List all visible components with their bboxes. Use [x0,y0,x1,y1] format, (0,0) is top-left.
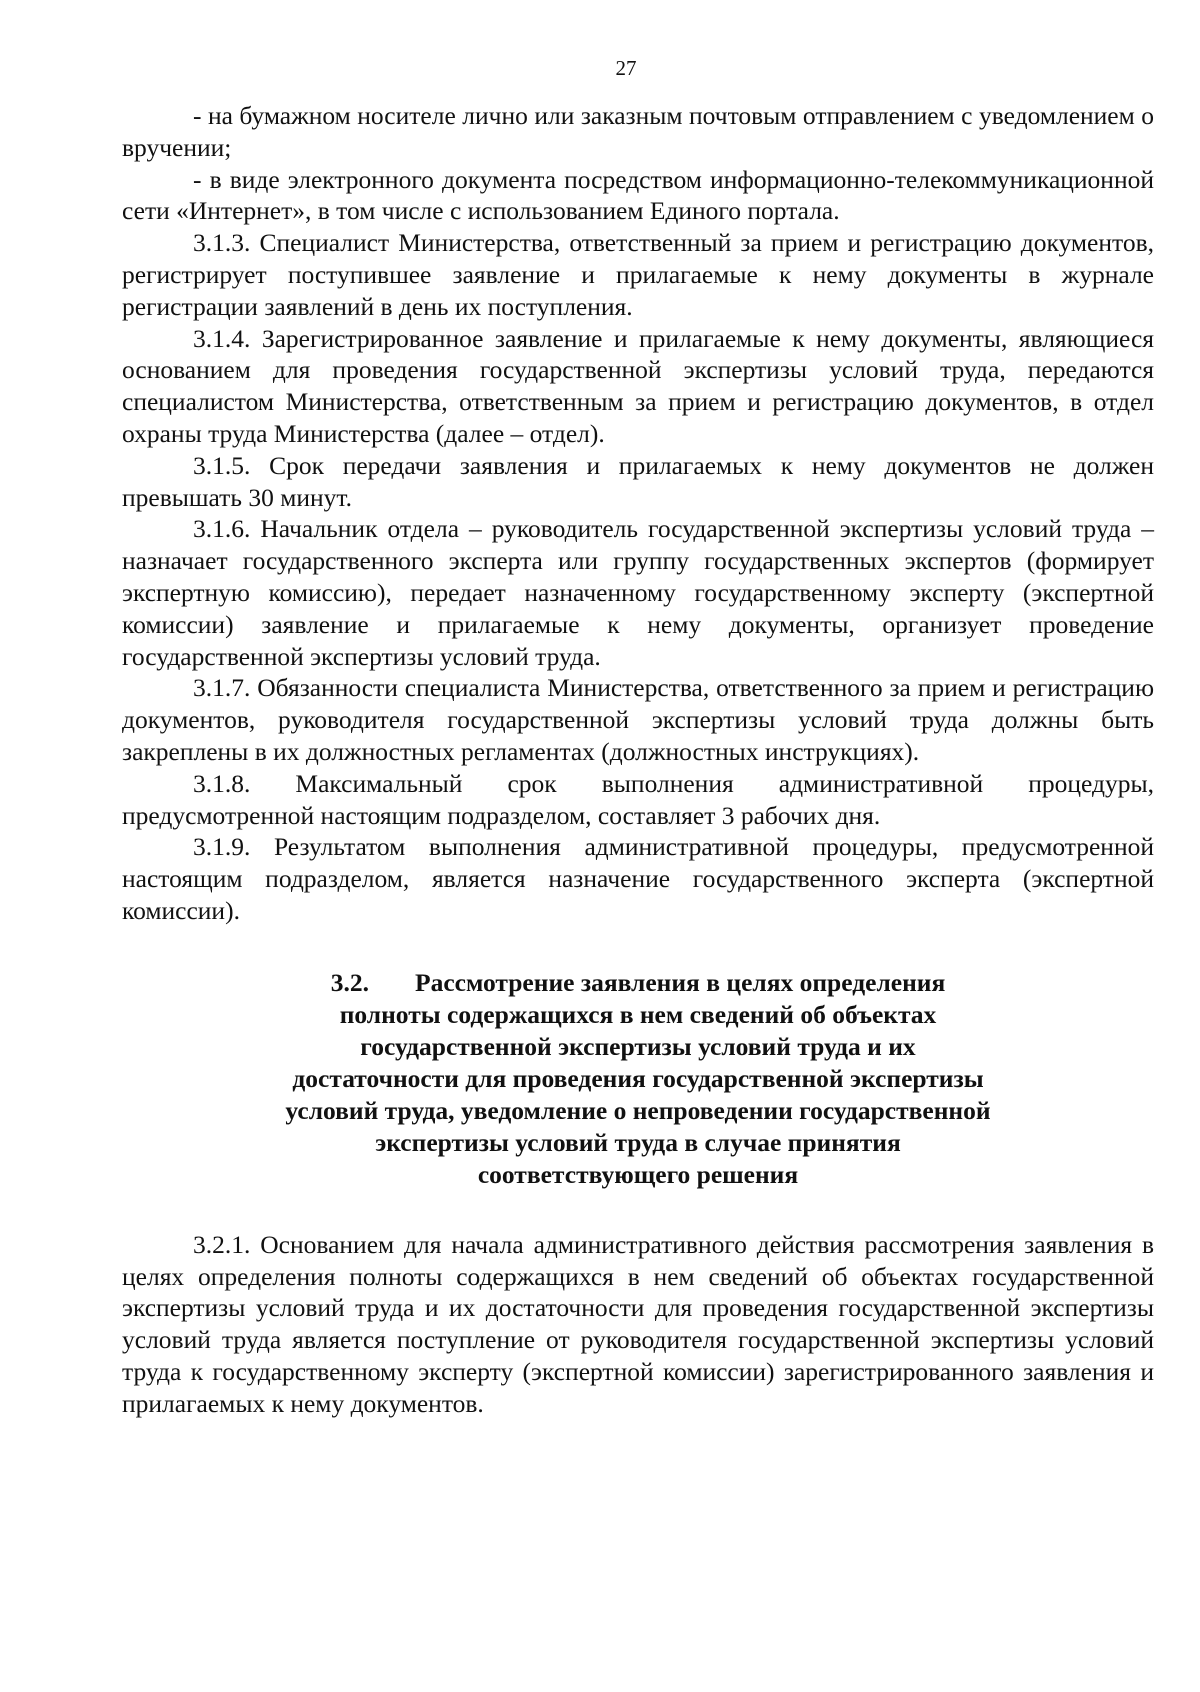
paragraph-3-1-3: 3.1.3. Специалист Министерства, ответственный за прием и регистрацию документов, регистрирует поступившее заявление и прилагаемые к нему документы в журнале регистрации заявлений в день их поступления. [122,228,1154,321]
paragraph-3-1-8: 3.1.8. Максимальный срок выполнения административной процедуры, предусмотренной настоящим подразделом, составляет 3 рабочих дня. [122,768,1154,830]
paragraph-delivery-electronic: - в виде электронного документа посредством информационно-телекоммуникационной сети «Интернет», в том числе с использованием Единого портала. [122,164,1154,226]
paragraph-3-1-6: 3.1.6. Начальник отдела – руководитель государственной экспертизы условий труда – назначает государственного эксперта или группу государственных экспертов (формирует экспертную комиссию), передает назначенному государственному эксперту (экспертной комиссии) заявление и прилагаемые к нему документы, организует проведение государственной экспертизы условий труда. [122,514,1154,671]
paragraph-3-1-7: 3.1.7. Обязанности специалиста Министерства, ответственного за прием и регистрацию документов, руководителя государственной экспертизы условий труда должны быть закреплены в их должностных регламентах (должностных инструкциях). [122,673,1154,766]
paragraph-3-1-4: 3.1.4. Зарегистрированное заявление и прилагаемые к нему документы, являющиеся основанием для проведения государственной экспертизы условий труда, передаются специалистом Министерства, ответственным за прием и регистрацию документов, в отдел охраны труда Министерства (далее – отдел). [122,323,1154,448]
section-number: 3.2. [330,967,369,997]
paragraph-3-1-9: 3.1.9. Результатом выполнения административной процедуры, предусмотренной настоящим подразделом, является назначение государственного эксперта (экспертной комиссии). [122,832,1154,925]
document-body [122,100,1154,1420]
section-heading [278,967,998,1191]
paragraph-3-2-1: 3.2.1. Основанием для начала административного действия рассмотрения заявления в целях определения полноты содержащихся в нем сведений об объектах государственной экспертизы условий труда и их достаточности для проведения государственной экспертизы условий труда является поступление от руководителя государственной экспертизы условий труда к государственному эксперту (экспертной комиссии) зарегистрированного заявления и прилагаемых к нему документов. [122,1229,1154,1418]
paragraph-3-1-5: 3.1.5. Срок передачи заявления и прилагаемых к нему документов не должен превышать 30 минут. [122,450,1154,512]
section-title: Рассмотрение заявления в целях определения полноты содержащихся в нем сведений об объектах государственной экспертизы условий труда и их достаточности для проведения государственной экспертизы условий труда, уведомление о непроведении государственной экспертизы условий труда в случае принятия соответствующего решения [285,967,991,1189]
page-number: 27 [615,56,637,80]
paragraph-delivery-paper: - на бумажном носителе лично или заказным почтовым отправлением с уведомлением о вручении; [122,101,1154,162]
